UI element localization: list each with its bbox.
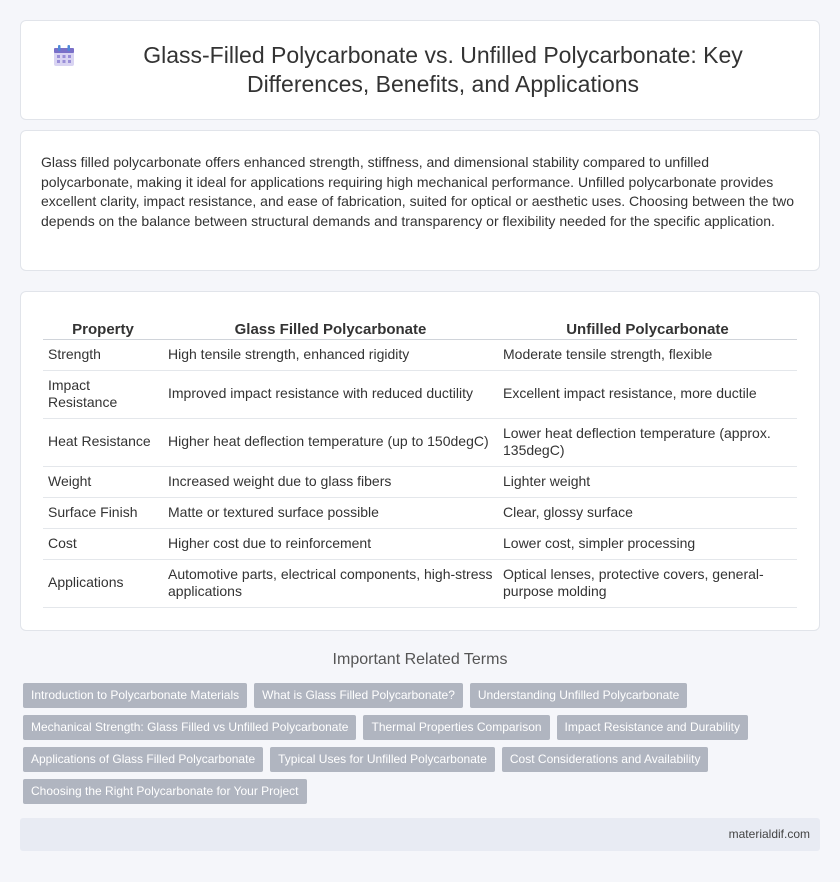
table-cell: Lower heat deflection temperature (approx. 135degC) — [498, 418, 797, 466]
table-cell: Cost — [43, 528, 163, 559]
table-cell: Strength — [43, 339, 163, 370]
header-card — [20, 20, 820, 120]
table-cell: Weight — [43, 466, 163, 497]
table-row — [43, 497, 797, 528]
table-cell: Matte or textured surface possible — [163, 497, 498, 528]
table-cell: Automotive parts, electrical components, high-stress applications — [163, 559, 498, 607]
table-cell: Lower cost, simpler processing — [498, 528, 797, 559]
calendar-icon — [51, 43, 77, 69]
table-row — [43, 339, 797, 370]
footer-bar — [20, 818, 820, 851]
related-terms-heading: Important Related Terms — [332, 651, 508, 668]
table-row — [43, 370, 797, 418]
table-cell: Optical lenses, protective covers, general-purpose molding — [498, 559, 797, 607]
related-term-link[interactable]: Thermal Properties Comparison — [363, 715, 549, 740]
table-row — [43, 418, 797, 466]
table-cell: Heat Resistance — [43, 418, 163, 466]
table-cell: Improved impact resistance with reduced ductility — [163, 370, 498, 418]
related-term-link[interactable]: Introduction to Polycarbonate Materials — [23, 683, 247, 708]
related-term-link[interactable]: What is Glass Filled Polycarbonate? — [254, 683, 463, 708]
table-cell: Applications — [43, 559, 163, 607]
table-cell: Increased weight due to glass fibers — [163, 466, 498, 497]
related-term-link[interactable]: Typical Uses for Unfilled Polycarbonate — [270, 747, 495, 772]
page-title: Glass-Filled Polycarbonate vs. Unfilled Polycarbonate: Key Differences, Benefits, and Applications — [143, 42, 743, 97]
table-cell: Moderate tensile strength, flexible — [498, 339, 797, 370]
table-header-row — [43, 314, 797, 339]
table-row — [43, 528, 797, 559]
intro-paragraph: Glass filled polycarbonate offers enhanced strength, stiffness, and dimensional stability compared to unfilled polycarbonate, making it ideal for applications requiring high mechanical performance. Unfilled polycarbonate provides excellent clarity, impact resistance, and ease of fabrication, suited for optical or aesthetic uses. Choosing between the two depends on the balance between structural demands and transparency or flexibility needed for the specific application. — [41, 154, 795, 229]
column-header-glass-filled: Glass Filled Polycarbonate — [163, 314, 498, 339]
table-cell: Higher heat deflection temperature (up to 150degC) — [163, 418, 498, 466]
related-term-link[interactable]: Mechanical Strength: Glass Filled vs Unfilled Polycarbonate — [23, 715, 356, 740]
table-cell: Excellent impact resistance, more ductile — [498, 370, 797, 418]
comparison-table-card — [20, 291, 820, 631]
intro-card — [20, 130, 820, 271]
table-cell: Clear, glossy surface — [498, 497, 797, 528]
table-cell: High tensile strength, enhanced rigidity — [163, 339, 498, 370]
table-cell: Surface Finish — [43, 497, 163, 528]
related-terms-list — [23, 683, 823, 811]
related-term-link[interactable]: Impact Resistance and Durability — [557, 715, 748, 740]
table-cell: Higher cost due to reinforcement — [163, 528, 498, 559]
table-row — [43, 466, 797, 497]
footer-site-name: materialdif.com — [728, 827, 810, 841]
table-cell: Impact Resistance — [43, 370, 163, 418]
table-cell: Lighter weight — [498, 466, 797, 497]
related-term-link[interactable]: Cost Considerations and Availability — [502, 747, 709, 772]
related-term-link[interactable]: Applications of Glass Filled Polycarbonate — [23, 747, 263, 772]
table-row — [43, 559, 797, 607]
comparison-table — [43, 314, 797, 608]
related-term-link[interactable]: Understanding Unfilled Polycarbonate — [470, 683, 687, 708]
related-term-link[interactable]: Choosing the Right Polycarbonate for Your Project — [23, 779, 307, 804]
column-header-unfilled: Unfilled Polycarbonate — [498, 314, 797, 339]
column-header-property: Property — [43, 314, 163, 339]
